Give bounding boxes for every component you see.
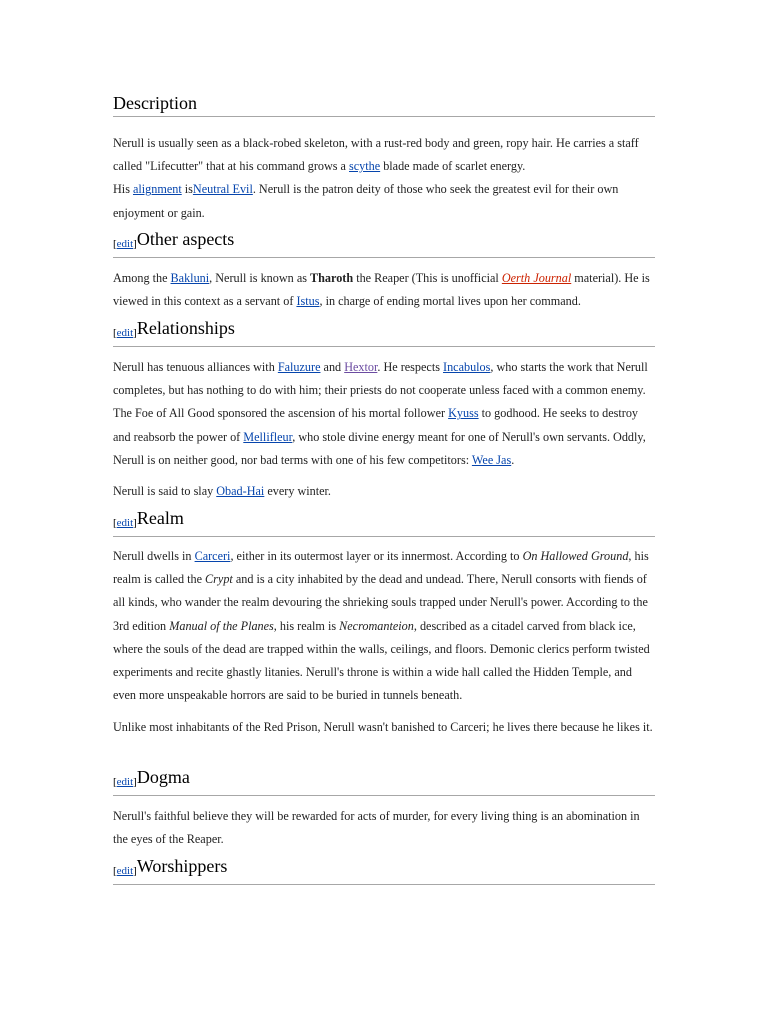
edit-link[interactable]: edit [116, 517, 134, 529]
text: , his realm is [273, 618, 340, 633]
edit-link[interactable]: edit [116, 776, 134, 788]
link-mellifleur[interactable]: Mellifleur [243, 429, 293, 444]
section-title: Relationships [136, 318, 235, 338]
paragraph: Nerull's faithful believe they will be rewarded for acts of murder, for every living thing is an abomination in the eyes of the Reaper. [113, 809, 640, 847]
paragraph [113, 267, 655, 313]
italic-term: Necromanteion [339, 618, 414, 633]
edit-link-wrapper: [edit] [113, 776, 137, 788]
link-oerth-journal[interactable] [502, 271, 571, 285]
link-kyuss[interactable]: Kyuss [448, 406, 479, 421]
edit-link[interactable]: edit [116, 865, 134, 877]
text: Among the [113, 271, 171, 285]
text: to godhood. He seeks to destroy and reabsorb the power of [113, 406, 639, 444]
section-title: Description [113, 93, 197, 113]
section-heading-description [113, 92, 655, 117]
edit-link-wrapper: [edit] [113, 865, 137, 877]
link-bakluni[interactable]: Bakluni [170, 271, 210, 285]
bold-term: Tharoth [310, 271, 354, 285]
text: and [320, 360, 345, 374]
link-text: Oerth Journal [501, 271, 572, 285]
edit-link-wrapper: [edit] [113, 238, 137, 250]
edit-link[interactable]: edit [116, 238, 134, 250]
paragraph [113, 132, 655, 225]
text: material). He is viewed in this context as a servant of [113, 271, 650, 309]
text: , who stole divine energy meant for one of Nerull's own servants. Oddly, Nerull is on neither good, nor bad terms with one of his few competitors: [113, 429, 646, 467]
text: , in charge of ending mortal lives upon her command. [319, 294, 581, 309]
text: , Nerull is known as [209, 271, 311, 285]
paragraph [113, 545, 655, 707]
section-heading-worshippers [113, 855, 655, 885]
text: , his realm is called the [113, 549, 649, 587]
text: . He respects [377, 360, 444, 374]
section-heading-relationships [113, 317, 655, 347]
link-istus[interactable]: Istus [296, 294, 320, 309]
paragraph [113, 480, 655, 503]
text: , described as a citadel carved from black ice, where the souls of the dead are trapped within the walls, ceilings, and floors. Demonic clerics perform twisted experiments and recite ghastly litanies. Nerull's throne is within a wide hall called the Hidden Temple, and even more unspeakable horrors are said to be buried in tunnels beneath. [113, 618, 650, 703]
link-faluzure[interactable]: Faluzure [277, 360, 321, 374]
text: Nerull has tenuous alliances with [113, 360, 278, 374]
text: the Reaper (This is unofficial [353, 271, 502, 285]
paragraph [113, 356, 655, 472]
italic-title: On Hallowed Ground [522, 549, 629, 563]
text: every winter. [264, 484, 331, 498]
section-title: Realm [136, 508, 184, 528]
link-incabulos[interactable]: Incabulos [443, 360, 491, 374]
section-heading-other-aspects [113, 228, 655, 258]
text: His [113, 182, 133, 197]
link-carceri[interactable]: Carceri [194, 549, 231, 563]
text: . Nerull is the patron deity of those who seek the greatest evil for their own enjoyment or gain. [113, 182, 619, 220]
italic-title: Manual of the Planes [169, 618, 274, 633]
section-heading-dogma [113, 766, 655, 796]
text: Nerull is said to slay [113, 484, 217, 498]
text: is [181, 182, 193, 197]
link-scythe[interactable]: scythe [349, 159, 381, 174]
link-wee-jas[interactable]: Wee Jas [471, 452, 512, 467]
paragraph: Unlike most inhabitants of the Red Prison, Nerull wasn't banished to Carceri; he lives there because he likes it. [113, 720, 653, 734]
edit-link-wrapper: [edit] [113, 327, 137, 339]
text: Nerull is usually seen as a black-robed skeleton, with a rust-red body and green, ropy hair. He carries a staff called "Lifecutter" that at his command grows a [113, 136, 639, 174]
text: , either in its outermost layer or its innermost. According to [230, 549, 523, 563]
link-alignment[interactable]: alignment [132, 182, 182, 197]
text: . [511, 452, 515, 467]
edit-link[interactable]: edit [116, 327, 134, 339]
section-title: Worshippers [136, 856, 228, 876]
section-heading-realm [113, 507, 655, 537]
link-obad-hai[interactable]: Obad-Hai [216, 484, 265, 498]
section-title: Dogma [136, 767, 190, 787]
text: , who starts the work that Nerull completes, but has nothing to do with him; their priests do not cooperate unless faced with a common enemy. The Foe of All Good sponsored the ascension of his mortal follower [113, 360, 648, 421]
link-hextor[interactable]: Hextor [344, 360, 378, 374]
link-neutral-evil[interactable]: Neutral Evil [192, 182, 253, 197]
section-title: Other aspects [136, 229, 235, 249]
text: blade made of scarlet energy. [380, 159, 526, 174]
edit-link-wrapper: [edit] [113, 517, 137, 529]
text: and is a city inhabited by the dead and undead. There, Nerull consorts with fiends of all kinds, who wander the realm devouring the shrieking souls trapped under Nerull's power. According to the 3rd edition [113, 572, 648, 633]
text: Nerull dwells in [113, 549, 195, 563]
italic-term: Crypt [205, 572, 233, 587]
